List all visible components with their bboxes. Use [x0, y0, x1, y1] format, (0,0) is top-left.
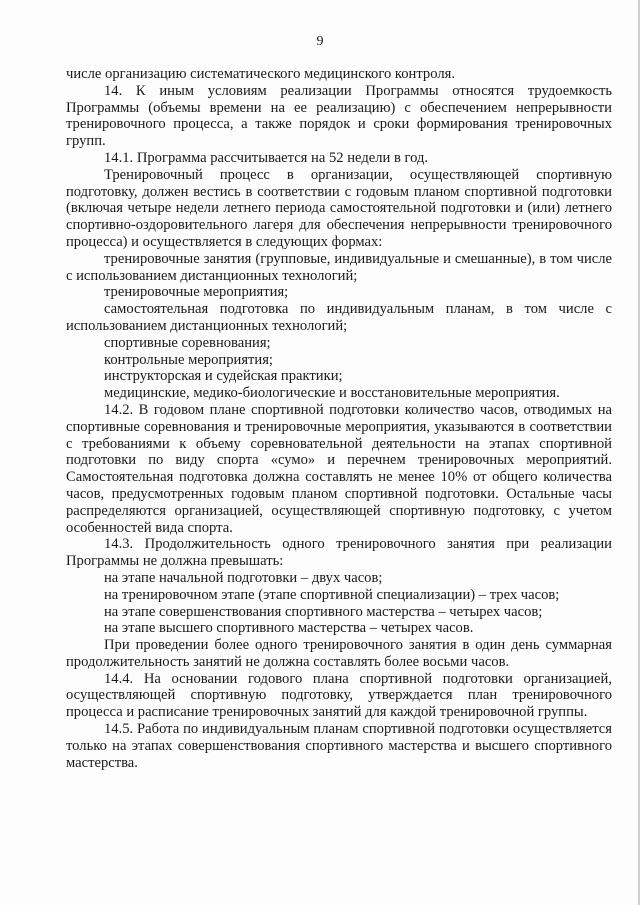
list-item: тренировочные занятия (групповые, индивидуальные и смешанные), в том числе с использованием дистанционных технологий;: [66, 250, 612, 284]
list-item: самостоятельная подготовка по индивидуальным планам, в том числе с использованием дистанционных технологий;: [66, 301, 612, 334]
paragraph: 14.5. Работа по индивидуальным планам спортивной подготовки осуществляется только на этапах совершенствования спортивного мастерства и высшего спортивного мастерства.: [66, 721, 612, 771]
document-body: [66, 66, 612, 771]
paragraph: При проведении более одного тренировочного занятия в один день суммарная продолжительность занятий не должна составлять более восьми часов.: [66, 637, 612, 670]
list-item: контрольные мероприятия;: [104, 351, 273, 368]
paragraph: 14.4. На основании годового плана спортивной подготовки организацией, осуществляющей спортивную подготовку, утверждается план тренировочного процесса и расписание тренировочных занятий для каждой тренировочной группы.: [66, 670, 612, 721]
list-item: инструкторская и судейская практики;: [104, 368, 343, 385]
list-item: тренировочные мероприятия;: [104, 284, 289, 301]
list-item: на этапе совершенствования спортивного мастерства – четырех часов;: [104, 603, 543, 620]
page-number: 9: [316, 34, 324, 49]
paragraph: числе организацию систематического медицинского контроля.: [66, 66, 455, 82]
list-item: медицинские, медико-биологические и восстановительные мероприятия.: [104, 385, 560, 402]
paragraph: Тренировочный процесс в организации, осуществляющей спортивную подготовку, должен вестись в соответствии с годовым планом спортивной подготовки (включая четыре недели летнего периода самостоятельной подготовки и (или) летнего спортивно-оздоровительного лагеря для обеспечения непрерывности тренировочного процесса) и осуществляется в следующих формах:: [66, 166, 612, 250]
list-item: на этапе начальной подготовки – двух часов;: [104, 569, 383, 586]
list-item: спортивные соревнования;: [104, 334, 271, 351]
paragraph: 14.2. В годовом плане спортивной подготовки количество часов, отводимых на спортивные соревнования и тренировочные мероприятия, указываются в соответствии с требованиями к объему соревновательной деятельности на этапах спортивной подготовки по виду спорта «сумо» и перечнем тренировочных мероприятий. Самостоятельная подготовка должна составлять не менее 10% от общего количества часов, предусмотренных годовым планом спортивной подготовки. Остальные часы распределяются организацией, осуществляющей спортивную подготовку, с учетом особенностей вида спорта.: [66, 401, 612, 536]
paragraph: 14. К иным условиям реализации Программы относятся трудоемкость Программы (объемы времени на ее реализацию) с обеспечением непрерывности тренировочного процесса, а также порядок и сроки формирования тренировочных групп.: [66, 82, 612, 150]
list-item: на тренировочном этапе (этапе спортивной специализации) – трех часов;: [104, 586, 560, 603]
paragraph: 14.1. Программа рассчитывается на 52 недели в год.: [104, 149, 429, 166]
paragraph: 14.3. Продолжительность одного тренировочного занятия при реализации Программы не должна превышать:: [66, 536, 612, 570]
list-item: на этапе высшего спортивного мастерства – четырех часов.: [104, 620, 474, 637]
